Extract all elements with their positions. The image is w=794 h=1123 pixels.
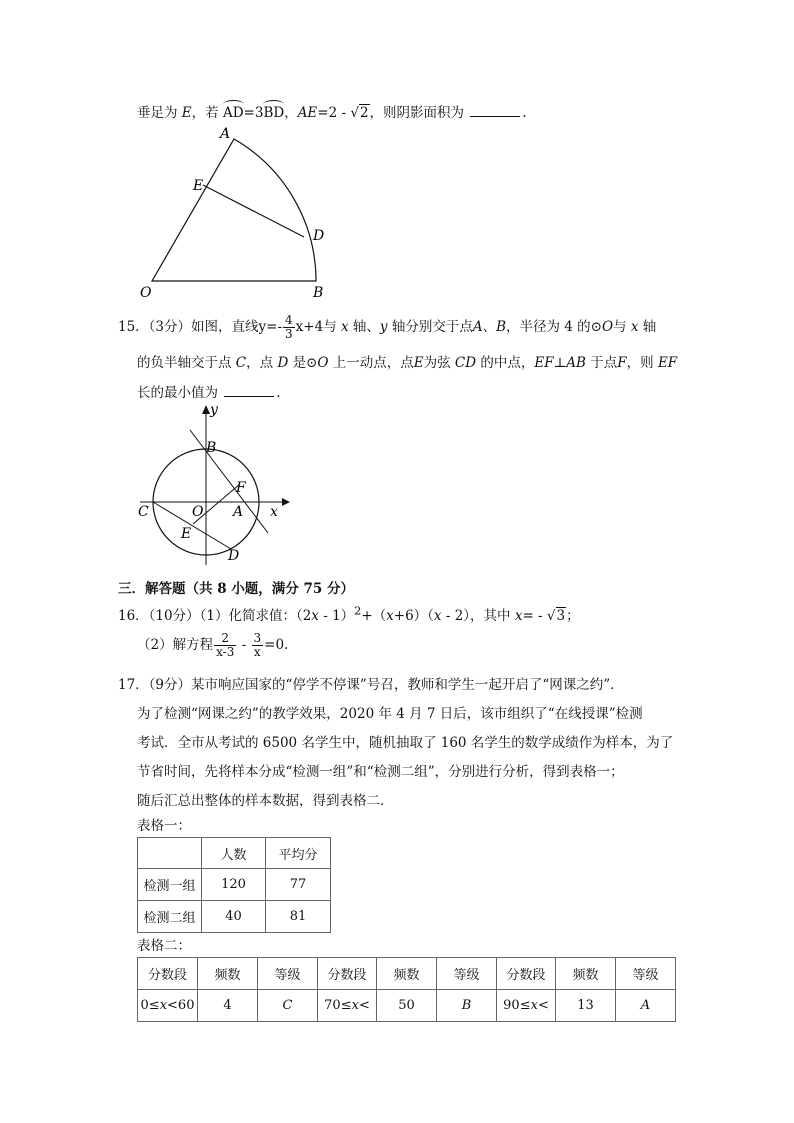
q15-sep: 、	[482, 319, 497, 335]
q15-o1: O	[602, 319, 614, 335]
q16-exponent: 2	[354, 604, 362, 618]
table-1-row	[138, 869, 331, 901]
q16-text-1c: +（	[361, 608, 387, 624]
q14-eq: =3	[243, 105, 264, 121]
table-2-grade-1: C	[258, 990, 318, 1022]
q16-text-2b: =0.	[264, 637, 289, 653]
table-2-header-cell: 分数段	[138, 958, 198, 990]
table-2-range-1	[138, 990, 198, 1022]
q16-frac2-num: 3	[253, 631, 262, 645]
fig15-label-b: B	[206, 440, 217, 456]
q14-answer-blank[interactable]	[470, 103, 520, 117]
q16-x1: x	[311, 608, 319, 624]
q15-y-eq: y=-	[258, 319, 283, 335]
section-3-title: 三．解答题（共 8 小题，满分 75 分）	[118, 581, 354, 597]
table-2	[137, 957, 676, 1022]
q15-ef: EF	[534, 355, 554, 371]
table-1-header-cell: 平均分	[266, 838, 331, 869]
fig15-label-a: A	[233, 504, 244, 520]
table-1-cell: 120	[202, 869, 266, 901]
fig15-label-y: y	[210, 402, 218, 418]
figure-15	[130, 400, 300, 570]
q15-text-2h: ，则	[626, 355, 654, 371]
table-2-grade-2: B	[437, 990, 497, 1022]
q17-line-3: 考试．全市从考试的 6500 名学生中，随机抽取了 160 名学生的数学成绩作为样本，为了	[137, 735, 674, 751]
table-2-range-3a: 90≤	[503, 998, 531, 1013]
q15-cd: CD	[454, 355, 477, 371]
q15-perp: ⊥	[553, 355, 567, 371]
q15-point-e: E	[413, 355, 424, 371]
table-2-header-row	[138, 958, 676, 990]
q15-text-3a: 长的最小值为	[137, 385, 218, 401]
q15-text-1f: 与	[613, 319, 627, 335]
fig15-x-arrow	[282, 498, 290, 506]
q15-text-1g: 轴	[642, 319, 657, 335]
q15-y1: y	[379, 319, 388, 335]
q15-point-a: A	[472, 319, 483, 335]
q16-frac1-num: 2	[214, 632, 236, 646]
q15-frac-den: 3	[285, 327, 293, 341]
q16-text-1e: - 2），其中	[441, 608, 511, 624]
table-2-freq-1: 4	[198, 990, 258, 1022]
q14-arc-ad: AD	[222, 105, 244, 121]
table-2-freq-2: 50	[377, 990, 437, 1022]
table-1-cell: 40	[202, 901, 266, 933]
table-2-header-cell: 等级	[616, 958, 676, 990]
q15-ef2: EF	[657, 355, 678, 371]
table-1	[137, 837, 331, 933]
q14-comma: ，	[284, 105, 298, 121]
q16-frac1-den: x-3	[216, 645, 235, 659]
q16-sqrt-value: 3	[556, 608, 566, 624]
fig15-label-c: C	[138, 504, 149, 520]
q16-text-2a: （2）解方程	[137, 637, 214, 653]
table-2-range-2	[318, 990, 377, 1022]
q15-point-b: B	[496, 319, 507, 335]
q15-x1: x	[340, 319, 349, 335]
fig14-label-b: B	[313, 285, 324, 300]
table-1-header-cell	[138, 838, 202, 869]
table-1-cell: 77	[266, 869, 331, 901]
q16-text-1d: +6）（	[393, 608, 434, 624]
q15-answer-blank[interactable]	[224, 383, 274, 397]
q15-line-2	[137, 351, 677, 371]
q14-point-e: E	[181, 105, 192, 121]
table-2-range-2b: <	[358, 998, 370, 1013]
table-2-range-1x: x	[159, 998, 168, 1013]
q15-ab: AB	[566, 355, 586, 371]
q15-text-2b: ，点	[246, 355, 274, 371]
q14-arc-bd: BD	[263, 105, 285, 121]
table-2-header-cell: 频数	[556, 958, 616, 990]
q15-point-f: F	[617, 355, 627, 371]
q16-line-2	[137, 632, 288, 659]
table-2-range-3x: x	[530, 998, 538, 1013]
q14-sqrt-value: 2	[359, 105, 369, 121]
q16-text-1b: - 1）	[318, 608, 355, 624]
table-2-caption: 表格二：	[137, 938, 191, 954]
fig14-label-e: E	[193, 178, 204, 194]
fig14-label-d: D	[313, 228, 325, 244]
table-2-range-1a: 0≤	[140, 998, 160, 1013]
fig15-label-e: E	[181, 526, 192, 542]
q16-x2: x	[386, 608, 394, 624]
table-1-row	[138, 901, 331, 933]
q14-sqrt-sign: √	[350, 105, 359, 121]
table-2-row	[138, 990, 676, 1022]
q14-ae: AE	[297, 105, 318, 121]
q17-line-5: 随后汇总出整体的样本数据，得到表格二．	[137, 793, 394, 809]
q15-text-1d: 轴分别交于点	[391, 319, 473, 335]
q15-period: .	[276, 385, 281, 401]
table-1-header-row	[138, 838, 331, 869]
q14-eq2: =2 -	[317, 105, 351, 121]
fig14-sector	[152, 139, 316, 281]
q16-minus: -	[237, 637, 251, 653]
q15-line-3	[137, 381, 281, 401]
table-1-cell: 81	[266, 901, 331, 933]
table-1-caption: 表格一：	[137, 818, 191, 834]
table-2-header-cell: 分数段	[497, 958, 556, 990]
q17-line-4: 节省时间，先将样本分成“检测一组”和“检测二组”，分别进行分析，得到表格一；	[137, 764, 624, 780]
fig15-label-x: x	[270, 504, 278, 520]
q16-line-1	[118, 604, 580, 624]
q15-text-2a: 的负半轴交于点	[137, 355, 232, 371]
q15-text-2d: 上一动点，点	[332, 355, 414, 371]
q15-text-1a: 15．（3分）如图，直线	[118, 319, 259, 335]
table-2-header-cell: 等级	[258, 958, 318, 990]
table-2-range-2a: 70≤	[324, 998, 352, 1013]
q15-text-1c: 轴、	[352, 319, 380, 335]
q15-line-1	[118, 314, 656, 341]
q16-text-1g: ；	[566, 608, 580, 624]
fig15-y-arrow	[202, 405, 210, 414]
table-2-freq-3: 13	[556, 990, 616, 1022]
q14-period: .	[522, 105, 527, 121]
q15-frac-num: 4	[285, 313, 293, 327]
q17-line-1: 17．（9分）某市响应国家的“停学不停课”号召，教师和学生一起开启了“网课之约”．	[118, 677, 624, 693]
fig15-label-d: D	[228, 548, 240, 564]
q14-text-a: 垂足为	[137, 105, 178, 121]
fig15-label-f: F	[236, 480, 246, 496]
q16-x3: x	[433, 608, 442, 624]
q14-text-b: ，若	[191, 105, 219, 121]
q16-fraction-1	[214, 632, 236, 659]
table-2-header-cell: 分数段	[318, 958, 377, 990]
table-2-header-cell: 等级	[437, 958, 497, 990]
table-2-grade-3: A	[616, 990, 676, 1022]
fig14-label-a: A	[220, 126, 231, 142]
q16-fraction-2	[252, 632, 264, 659]
q14-text-c: ，则阴影面积为	[369, 105, 465, 121]
fig14-segment-ed	[203, 185, 304, 237]
q15-fraction	[283, 314, 295, 341]
fig15-label-o: O	[192, 504, 204, 520]
q15-text-1b: 与	[323, 319, 337, 335]
table-2-range-2x: x	[351, 998, 359, 1013]
fig14-label-o: O	[140, 285, 152, 300]
table-2-header-cell: 频数	[377, 958, 437, 990]
table-1-cell: 检测二组	[138, 901, 202, 933]
figure-14	[130, 125, 340, 300]
q16-frac2-den: x	[253, 645, 261, 659]
q15-x2: x	[630, 319, 639, 335]
q15-o2: O	[317, 355, 329, 371]
q15-text-2f: 的中点，	[480, 355, 535, 371]
q15-text-2c: 是⊙	[292, 355, 318, 371]
q14-text	[137, 101, 527, 121]
q17-line-2: 为了检测“网课之约”的教学效果，2020 年 4 月 7 日后，该市组织了“在线授课”检测	[137, 706, 643, 722]
table-2-range-3	[497, 990, 556, 1022]
table-2-header-cell: 频数	[198, 958, 258, 990]
q15-text-2e: 为弦	[423, 355, 451, 371]
q16-text-1a: 16．（10分）（1）化简求值：（2	[118, 608, 312, 624]
table-1-cell: 检测一组	[138, 869, 202, 901]
table-2-range-1b: <60	[167, 998, 195, 1013]
q15-text-1e: ，半径为 4 的⊙	[506, 319, 602, 335]
q16-sqrt-sign: √	[546, 608, 556, 624]
q16-x4: x	[514, 608, 523, 624]
q15-x-plus: x+4	[295, 319, 324, 335]
q15-text-2g: 于点	[590, 355, 618, 371]
table-2-range-3b: <	[537, 998, 549, 1013]
q15-point-d: D	[277, 355, 289, 371]
q15-point-c: C	[235, 355, 247, 371]
table-1-header-cell: 人数	[202, 838, 266, 869]
q16-text-1f: = -	[522, 608, 547, 624]
